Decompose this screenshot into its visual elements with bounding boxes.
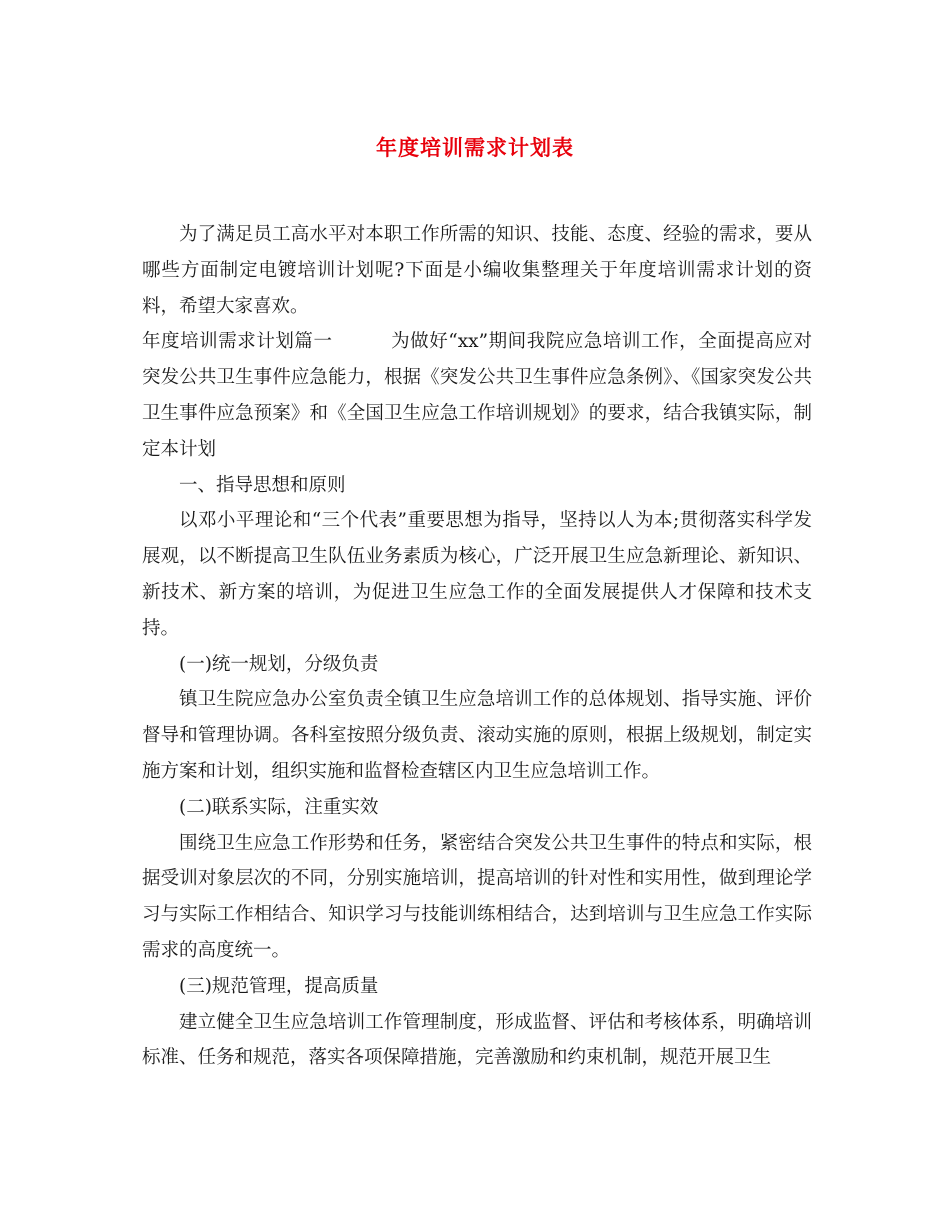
paragraph-unified-planning: 镇卫生院应急办公室负责全镇卫生应急培训工作的总体规划、指导实施、评价督导和管理协调。各科室按照分级负责、滚动实施的原则，根据上级规划，制定实施方案和计划，组织实施和监督检查辖区内卫生应急培训工作。 bbox=[142, 689, 812, 782]
section-intro-text: 为做好“xx”期间我院应急培训工作，全面提高应对突发公共卫生事件应急能力，根据《突发公共卫生事件应急条例》、《国家突发公共卫生事件应急预案》和《全国卫生应急工作培训规划》的要求，结合我镇实际，制定本计划 bbox=[142, 331, 812, 460]
section-heading: 年度培训需求计划篇一 bbox=[142, 331, 333, 353]
section-paragraph bbox=[142, 324, 812, 467]
document-title: 年度培训需求计划表 bbox=[376, 135, 574, 160]
subheading-practical-results: (二)联系实际，注重实效 bbox=[179, 796, 379, 818]
paragraph-guiding-principles: 以邓小平理论和“三个代表”重要思想为指导，坚持以人为本;贯彻落实科学发展观，以不断提高卫生队伍业务素质为核心，广泛开展卫生应急新理论、新知识、新技术、新方案的培训，为促进卫生应急工作的全面发展提供人才保障和技术支持。 bbox=[142, 510, 812, 639]
subheading-standard-management: (三)规范管理，提高质量 bbox=[179, 975, 379, 997]
paragraph-standard-management: 建立健全卫生应急培训工作管理制度，形成监督、评估和考核体系，明确培训标准、任务和规范，落实各项保障措施，完善激励和约束机制，规范开展卫生 bbox=[142, 1011, 812, 1069]
heading-guiding-principles: 一、指导思想和原则 bbox=[179, 474, 346, 496]
paragraph-practical-results: 围绕卫生应急工作形势和任务，紧密结合突发公共卫生事件的特点和实际，根据受训对象层次的不同，分别实施培训，提高培训的针对性和实用性，做到理论学习与实际工作相结合、知识学习与技能训练相结合，达到培训与卫生应急工作实际需求的高度统一。 bbox=[142, 832, 812, 961]
document-body bbox=[142, 217, 812, 1076]
intro-paragraph: 为了满足员工高水平对本职工作所需的知识、技能、态度、经验的需求，要从哪些方面制定电镀培训计划呢?下面是小编收集整理关于年度培训需求计划的资料，希望大家喜欢。 bbox=[142, 224, 812, 317]
subheading-unified-planning: (一)统一规划，分级负责 bbox=[179, 653, 379, 675]
